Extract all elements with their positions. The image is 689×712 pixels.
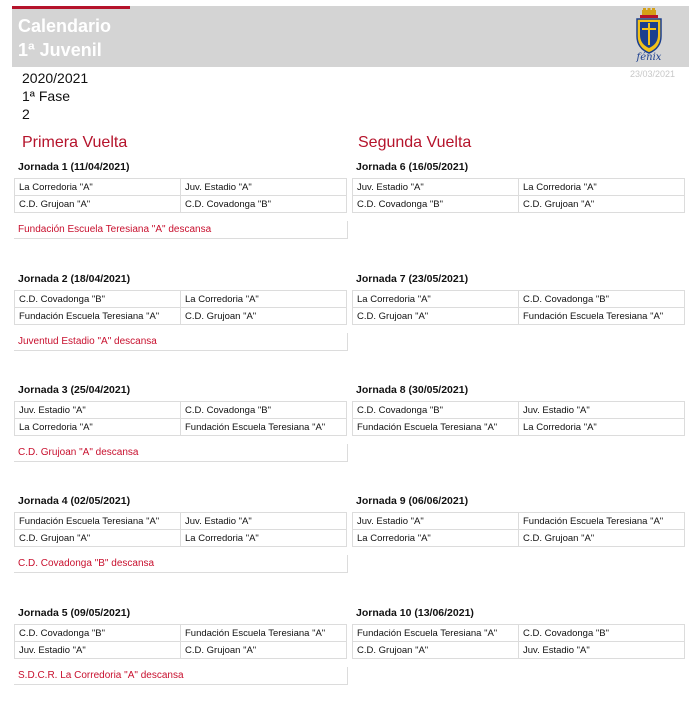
matches-table [14,290,347,325]
match-row [353,530,685,547]
away-team: C.D. Grujoan "A" [519,196,685,213]
away-team: Fundación Escuela Teresiana "A" [181,419,347,436]
print-date: 23/03/2021 [629,69,675,79]
matches-table [14,178,347,213]
round-title: Jornada 10 (13/06/2021) [356,607,474,619]
matches-table [352,512,685,547]
match-row [15,625,347,642]
home-team: C.D. Covadonga "B" [15,291,181,308]
bye-team-note: S.D.C.R. La Corredoria "A" descansa [14,667,348,685]
match-row [353,196,685,213]
home-team: C.D. Covadonga "B" [353,196,519,213]
header-accent-bar [12,6,130,9]
bye-team-note: C.D. Grujoan "A" descansa [14,444,348,462]
match-row [15,402,347,419]
match-row [353,419,685,436]
away-team: C.D. Grujoan "A" [519,530,685,547]
round-title: Jornada 1 (11/04/2021) [18,161,130,173]
second-leg-title: Segunda Vuelta [358,134,472,151]
away-team: C.D. Covadonga "B" [519,291,685,308]
away-team: Fundación Escuela Teresiana "A" [519,513,685,530]
away-team: C.D. Covadonga "B" [519,625,685,642]
matches-table [14,624,347,659]
away-team: La Corredoria "A" [519,179,685,196]
away-team: La Corredoria "A" [519,419,685,436]
matches-table [14,401,347,436]
away-team: Fundación Escuela Teresiana "A" [181,625,347,642]
away-team: Juv. Estadio "A" [519,402,685,419]
away-team: Juv. Estadio "A" [519,642,685,659]
home-team: C.D. Grujoan "A" [353,308,519,325]
home-team: La Corredoria "A" [15,419,181,436]
round-title: Jornada 5 (09/05/2021) [18,607,131,619]
bye-team-note: Fundación Escuela Teresiana "A" descansa [14,221,348,239]
home-team: C.D. Covadonga "B" [15,625,181,642]
title-calendar: Calendario [18,16,112,36]
logo-wordmark: fénix [636,52,662,63]
bye-team-note: C.D. Covadonga "B" descansa [14,555,348,573]
match-row [353,402,685,419]
matches-table [352,624,685,659]
matches-table [14,512,347,547]
away-team: C.D. Grujoan "A" [181,308,347,325]
away-team: Juv. Estadio "A" [181,513,347,530]
round-title: Jornada 6 (16/05/2021) [356,161,469,173]
home-team: Fundación Escuela Teresiana "A" [15,308,181,325]
home-team: Juv. Estadio "A" [15,402,181,419]
away-team: La Corredoria "A" [181,291,347,308]
round-title: Jornada 4 (02/05/2021) [18,495,131,507]
round-title: Jornada 7 (23/05/2021) [356,273,469,285]
matches-table [352,178,685,213]
first-leg-title: Primera Vuelta [22,134,128,151]
away-team: C.D. Covadonga "B" [181,402,347,419]
match-row [353,291,685,308]
home-team: Fundación Escuela Teresiana "A" [353,625,519,642]
bye-team-note: Juventud Estadio "A" descansa [14,333,348,351]
match-row [353,642,685,659]
match-row [353,179,685,196]
away-team: La Corredoria "A" [181,530,347,547]
match-row [15,642,347,659]
page-header [12,6,689,67]
home-team: C.D. Covadonga "B" [353,402,519,419]
home-team: Fundación Escuela Teresiana "A" [15,513,181,530]
match-row [15,308,347,325]
match-row [15,179,347,196]
home-team: La Corredoria "A" [353,530,519,547]
home-team: Juv. Estadio "A" [353,179,519,196]
round-title: Jornada 2 (18/04/2021) [18,273,131,285]
matches-table [352,290,685,325]
home-team: La Corredoria "A" [15,179,181,196]
title-category: 1ª Juvenil [18,40,102,60]
round-title: Jornada 8 (30/05/2021) [356,384,469,396]
match-row [353,308,685,325]
match-row [15,196,347,213]
match-row [15,419,347,436]
group-number: 2 [22,106,30,122]
away-team: Fundación Escuela Teresiana "A" [519,308,685,325]
match-row [15,530,347,547]
home-team: Juv. Estadio "A" [353,513,519,530]
match-row [15,291,347,308]
away-team: C.D. Covadonga "B" [181,196,347,213]
round-title: Jornada 3 (25/04/2021) [18,384,131,396]
home-team: Fundación Escuela Teresiana "A" [353,419,519,436]
competition-info [22,69,88,123]
away-team: C.D. Grujoan "A" [181,642,347,659]
match-row [353,513,685,530]
page-title [18,14,111,62]
round-title: Jornada 9 (06/06/2021) [356,495,469,507]
phase: 1ª Fase [22,88,70,104]
match-row [353,625,685,642]
home-team: C.D. Grujoan "A" [15,530,181,547]
home-team: La Corredoria "A" [353,291,519,308]
match-row [15,513,347,530]
home-team: Juv. Estadio "A" [15,642,181,659]
season: 2020/2021 [22,70,89,86]
matches-table [352,401,685,436]
home-team: C.D. Grujoan "A" [15,196,181,213]
home-team: C.D. Grujoan "A" [353,642,519,659]
away-team: Juv. Estadio "A" [181,179,347,196]
